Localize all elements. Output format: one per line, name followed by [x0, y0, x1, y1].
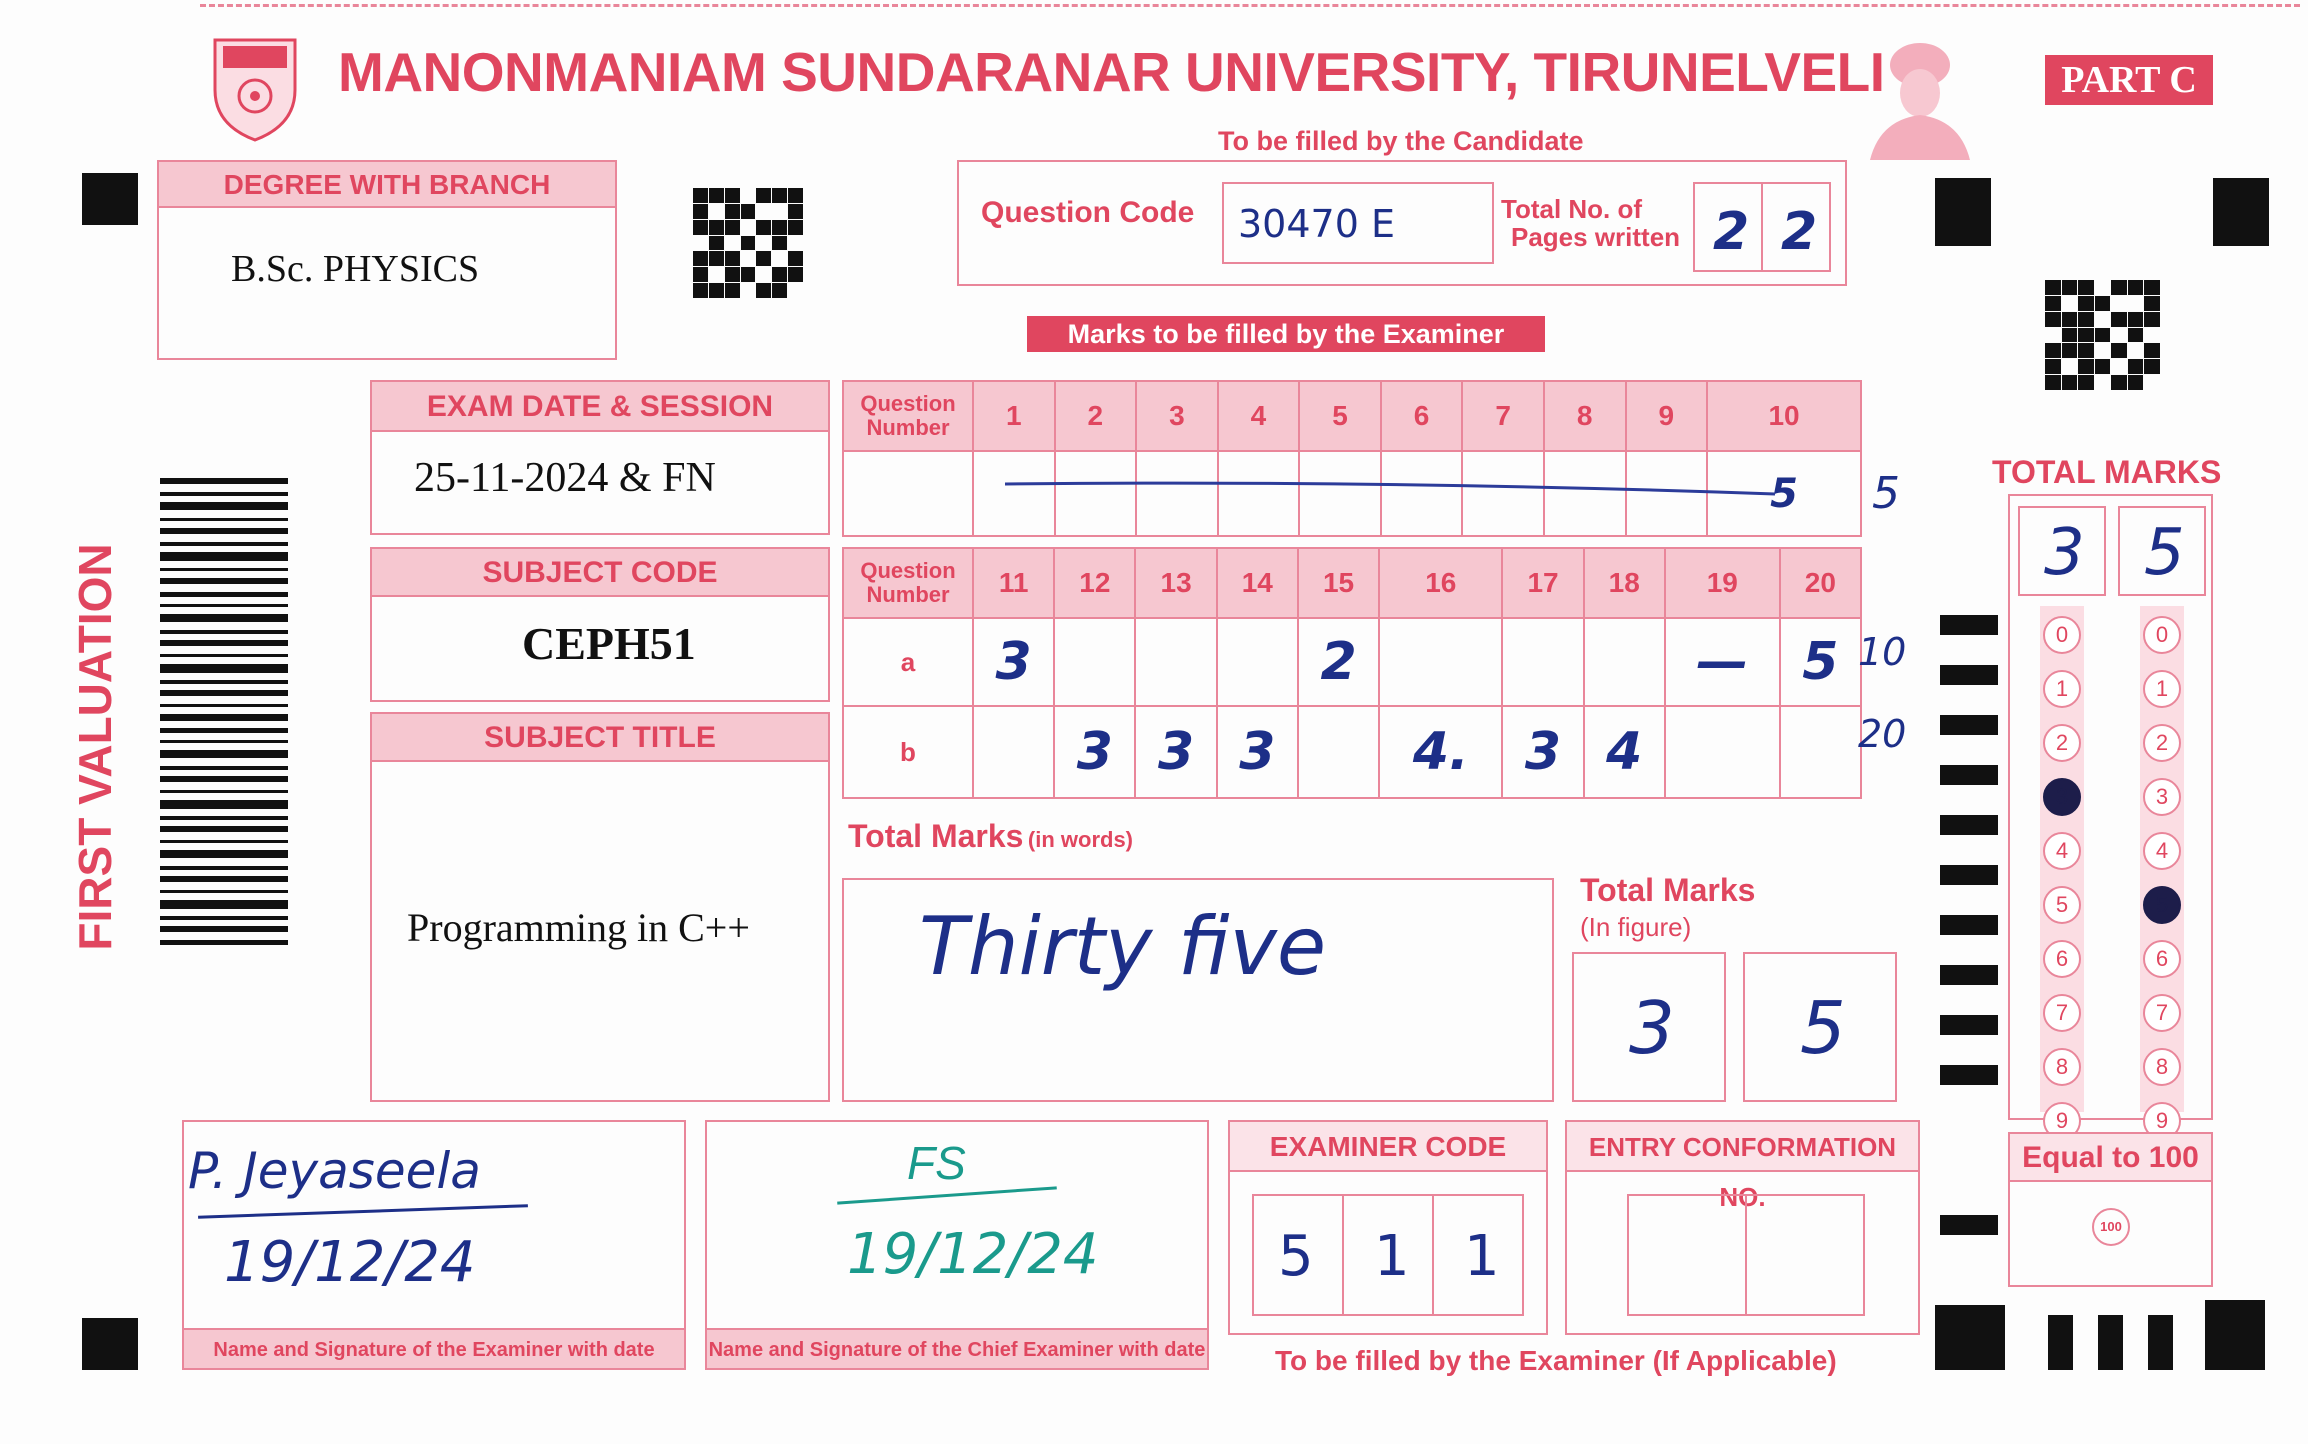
- question-number-cell: 11: [973, 548, 1054, 618]
- bubble-column-tens: [2040, 606, 2084, 1133]
- chief-signature-caption: Name and Signature of the Chief Examiner with date: [707, 1328, 1207, 1368]
- total-figure-digit-2: 5: [1800, 986, 1846, 1070]
- mark-cell[interactable]: [843, 451, 973, 536]
- timing-mark: [1940, 1015, 1998, 1035]
- question-number-cell: 19: [1665, 548, 1780, 618]
- omr-bubble-tens-8[interactable]: 8: [2043, 1048, 2081, 1086]
- question-number-cell: 9: [1626, 381, 1708, 451]
- mark-cell[interactable]: [1054, 618, 1135, 706]
- examiner-code-digit-3: 1: [1464, 1224, 1500, 1289]
- handwritten-mark: 3: [1524, 722, 1562, 782]
- examiner-signature-caption: Name and Signature of the Examiner with date: [184, 1328, 684, 1368]
- row-a-total: 10: [1858, 630, 1907, 674]
- entry-conformation-field-1[interactable]: [1627, 1194, 1747, 1316]
- timing-mark: [1940, 815, 1998, 835]
- chief-signature-date: 19/12/24: [847, 1222, 1099, 1287]
- omr-bubble-tens-4[interactable]: 4: [2043, 832, 2081, 870]
- row-b-total: 20: [1858, 712, 1907, 756]
- barcode: [160, 478, 288, 948]
- mark-cell[interactable]: [1780, 706, 1861, 798]
- question-code-field[interactable]: [1222, 182, 1494, 264]
- chief-signature-mark: FS: [907, 1137, 966, 1189]
- marks-table-11-20: [842, 547, 1862, 799]
- total-marks-digit-2-field[interactable]: [2118, 506, 2206, 596]
- first-valuation-label: FIRST VALUATION: [69, 543, 121, 951]
- exam-date-value: 25-11-2024 & FN: [414, 455, 716, 501]
- mark-cell[interactable]: [1379, 618, 1502, 706]
- pages-written-label-1: Total No. of: [1501, 194, 1643, 224]
- omr-bubble-units-1[interactable]: 1: [2143, 670, 2181, 708]
- question-number-cell: 8: [1544, 381, 1626, 451]
- candidate-note: To be filled by the Candidate: [1218, 126, 1584, 156]
- registration-mark: [1935, 1305, 2005, 1370]
- total-words-field[interactable]: [842, 878, 1554, 1102]
- handwritten-mark: 5: [1802, 632, 1839, 692]
- registration-mark: [82, 173, 138, 225]
- row-b-label: b: [843, 706, 973, 798]
- strike-line: [1005, 478, 1775, 502]
- pages-digit-2-field[interactable]: [1761, 182, 1831, 272]
- timing-mark: [1940, 1065, 1998, 1085]
- subject-title-label: SUBJECT TITLE: [372, 714, 828, 762]
- exam-date-label: EXAM DATE & SESSION: [372, 382, 828, 432]
- top-dashed-border: [200, 4, 2300, 7]
- question-number-cell: 3: [1136, 381, 1218, 451]
- omr-bubble-tens-3[interactable]: 3: [2043, 778, 2081, 816]
- total-figure-digit-1: 3: [1629, 986, 1675, 1070]
- omr-bubble-units-0[interactable]: 0: [2143, 616, 2181, 654]
- portrait-image: [1860, 35, 1980, 160]
- registration-mark: [2098, 1315, 2123, 1370]
- question-number-cell: 6: [1381, 381, 1463, 451]
- timing-mark: [1940, 915, 1998, 935]
- omr-bubble-units-8[interactable]: 8: [2143, 1048, 2181, 1086]
- footer-note: To be filled by the Examiner (If Applicable): [1275, 1345, 1837, 1376]
- timing-mark: [1940, 1215, 1998, 1235]
- omr-bubble-tens-0[interactable]: 0: [2043, 616, 2081, 654]
- total-words-value: Thirty five: [919, 900, 1327, 993]
- registration-mark: [1935, 178, 1991, 246]
- question-number-cell: 4: [1218, 381, 1300, 451]
- entry-conformation-label: ENTRY CONFORMATION NO.: [1567, 1122, 1918, 1172]
- registration-mark: [82, 1318, 138, 1370]
- qr-code: [2045, 280, 2160, 390]
- timing-mark: [1940, 715, 1998, 735]
- mark-cell[interactable]: [1298, 618, 1379, 706]
- question-number-cell: 7: [1462, 381, 1544, 451]
- omr-bubble-units-3[interactable]: 3: [2143, 778, 2181, 816]
- part-badge: PART C: [2045, 55, 2213, 105]
- total-figure-sublabel: (In figure): [1580, 912, 1692, 942]
- examiner-signature-name: P. Jeyaseela: [188, 1142, 481, 1200]
- equal-to-100-box: [2008, 1132, 2213, 1287]
- mark-cell[interactable]: [1135, 706, 1216, 798]
- timing-mark: [1940, 765, 1998, 785]
- timing-mark: [1940, 865, 1998, 885]
- examiner-code-label: EXAMINER CODE: [1230, 1122, 1546, 1172]
- question-number-cell: 10: [1707, 381, 1861, 451]
- degree-label: DEGREE WITH BRANCH: [159, 162, 615, 208]
- mark-cell[interactable]: [1217, 618, 1298, 706]
- omr-bubble-tens-5[interactable]: 5: [2043, 886, 2081, 924]
- registration-mark: [2213, 178, 2269, 246]
- total-words-label: [848, 818, 1133, 855]
- total-marks-digit-2: 5: [2144, 516, 2185, 590]
- registration-mark: [2148, 1315, 2173, 1370]
- total-figure-digit-1-field[interactable]: [1572, 952, 1726, 1102]
- registration-mark: [2205, 1300, 2265, 1370]
- mark-cell[interactable]: [1665, 706, 1780, 798]
- examiner-code-digit-1-field[interactable]: [1252, 1194, 1344, 1316]
- total-figure-label: Total Marks: [1580, 872, 1756, 908]
- examiner-code-digit-3-field[interactable]: [1432, 1194, 1524, 1316]
- qr-code: [693, 188, 803, 298]
- mark-cell[interactable]: [1135, 618, 1216, 706]
- entry-conformation-field-2[interactable]: [1745, 1194, 1865, 1316]
- omr-bubble-units-5[interactable]: 5: [2143, 886, 2181, 924]
- handwritten-mark: 3: [995, 632, 1032, 692]
- mark-cell[interactable]: [1502, 706, 1583, 798]
- subject-code-box: [370, 547, 830, 702]
- omr-bubble-units-4[interactable]: 4: [2143, 832, 2181, 870]
- entry-conformation-box: [1565, 1120, 1920, 1335]
- marks-table-1-10: [842, 380, 1862, 537]
- question-number-cell: 15: [1298, 548, 1379, 618]
- question-code-box: [957, 160, 1847, 286]
- handwritten-mark: 2: [1320, 632, 1357, 692]
- question-number-cell: 14: [1217, 548, 1298, 618]
- equal-to-100-label: Equal to 100: [2010, 1134, 2211, 1182]
- examiner-signature-date: 19/12/24: [224, 1230, 476, 1295]
- omr-bubble-units-2[interactable]: 2: [2143, 724, 2181, 762]
- registration-mark: [2048, 1315, 2073, 1370]
- omr-bubble-tens-7[interactable]: 7: [2043, 994, 2081, 1032]
- examiner-code-digit-2-field[interactable]: [1342, 1194, 1434, 1316]
- mark-cell[interactable]: [1054, 706, 1135, 798]
- pages-digit-1: 2: [1713, 202, 1750, 262]
- timing-mark: [1940, 965, 1998, 985]
- mark-cell[interactable]: [1502, 618, 1583, 706]
- omr-bubble-units-9[interactable]: 9: [2143, 1102, 2181, 1140]
- handwritten-mark: —: [1696, 632, 1749, 692]
- handwritten-mark: 3: [1239, 722, 1276, 782]
- examiner-code-digit-1: 5: [1278, 1224, 1314, 1289]
- university-emblem: [205, 30, 305, 145]
- examiner-signature-box: [182, 1120, 686, 1370]
- pages-written-label-2: Pages written: [1511, 222, 1681, 252]
- omr-bubble-tens-9[interactable]: 9: [2043, 1102, 2081, 1140]
- question-number-cell: 5: [1299, 381, 1381, 451]
- handwritten-mark: 3: [1157, 722, 1195, 782]
- total-figure-digit-2-field[interactable]: [1743, 952, 1897, 1102]
- bubble-column-units: [2140, 606, 2184, 1133]
- mark-cell[interactable]: [1780, 618, 1861, 706]
- question-number-cell: 16: [1379, 548, 1502, 618]
- degree-box: [157, 160, 617, 360]
- row1-end-mark: 5: [1872, 468, 1900, 519]
- chief-signature-box: [705, 1120, 1209, 1370]
- omr-bubble-tens-2[interactable]: 2: [2043, 724, 2081, 762]
- bubble-100[interactable]: 100: [2092, 1208, 2130, 1246]
- question-number-cell: 18: [1584, 548, 1665, 618]
- mark-cell[interactable]: [973, 618, 1054, 706]
- omr-bubble-units-7[interactable]: 7: [2143, 994, 2181, 1032]
- pages-digit-1-field[interactable]: [1693, 182, 1763, 272]
- row-a-label: a: [843, 618, 973, 706]
- signature-underline: [198, 1204, 528, 1219]
- handwritten-mark: 3: [1076, 722, 1113, 782]
- university-name: MANONMANIAM SUNDARANAR UNIVERSITY, TIRUNELVELI: [338, 41, 1885, 103]
- question-code-value: 30470 E: [1238, 202, 1395, 246]
- total-marks-panel-label: TOTAL MARKS: [1992, 454, 2222, 490]
- mark-cell[interactable]: [1379, 706, 1502, 798]
- mark-cell[interactable]: [1217, 706, 1298, 798]
- handwritten-mark: 4: [1606, 722, 1643, 782]
- question-number-cell: 20: [1780, 548, 1861, 618]
- question-number-cell: 13: [1135, 548, 1216, 618]
- exam-date-box: [370, 380, 830, 535]
- mark-cell[interactable]: [1298, 706, 1379, 798]
- question-number-cell: 12: [1054, 548, 1135, 618]
- omr-bubble-units-6[interactable]: 6: [2143, 940, 2181, 978]
- question-code-label: Question Code: [981, 196, 1195, 229]
- mark-cell[interactable]: [1584, 618, 1665, 706]
- subject-code-label: SUBJECT CODE: [372, 549, 828, 597]
- total-marks-digit-1: 3: [2044, 516, 2085, 590]
- total-marks-panel: [2008, 494, 2213, 1133]
- subject-code-value: CEPH51: [522, 618, 696, 669]
- timing-mark: [1940, 615, 1998, 635]
- question-number-cell: 1: [973, 381, 1055, 451]
- examiner-note-banner: Marks to be filled by the Examiner: [1027, 316, 1545, 352]
- question-number-cell: 17: [1502, 548, 1583, 618]
- total-words-sublabel: (in words): [1027, 827, 1134, 852]
- question-number-header: Question Number: [843, 381, 973, 451]
- omr-bubble-tens-1[interactable]: 1: [2043, 670, 2081, 708]
- timing-mark: [1940, 665, 1998, 685]
- subject-title-value: Programming in C++: [407, 905, 750, 950]
- mark-cell[interactable]: [1665, 618, 1780, 706]
- pages-digit-2: 2: [1781, 202, 1818, 262]
- examiner-code-box: [1228, 1120, 1548, 1335]
- mark-cell[interactable]: [973, 706, 1054, 798]
- examiner-code-digit-2: 1: [1374, 1224, 1410, 1289]
- total-words-title: Total Marks: [848, 818, 1024, 854]
- handwritten-mark: 4.: [1412, 722, 1469, 782]
- question-number-header: Question Number: [843, 548, 973, 618]
- total-marks-digit-1-field[interactable]: [2018, 506, 2106, 596]
- subject-title-box: [370, 712, 830, 1102]
- omr-bubble-tens-6[interactable]: 6: [2043, 940, 2081, 978]
- mark-cell[interactable]: [1584, 706, 1665, 798]
- degree-value: B.Sc. PHYSICS: [231, 248, 480, 290]
- question-number-cell: 2: [1055, 381, 1137, 451]
- handwritten-mark: 5: [1770, 470, 1798, 517]
